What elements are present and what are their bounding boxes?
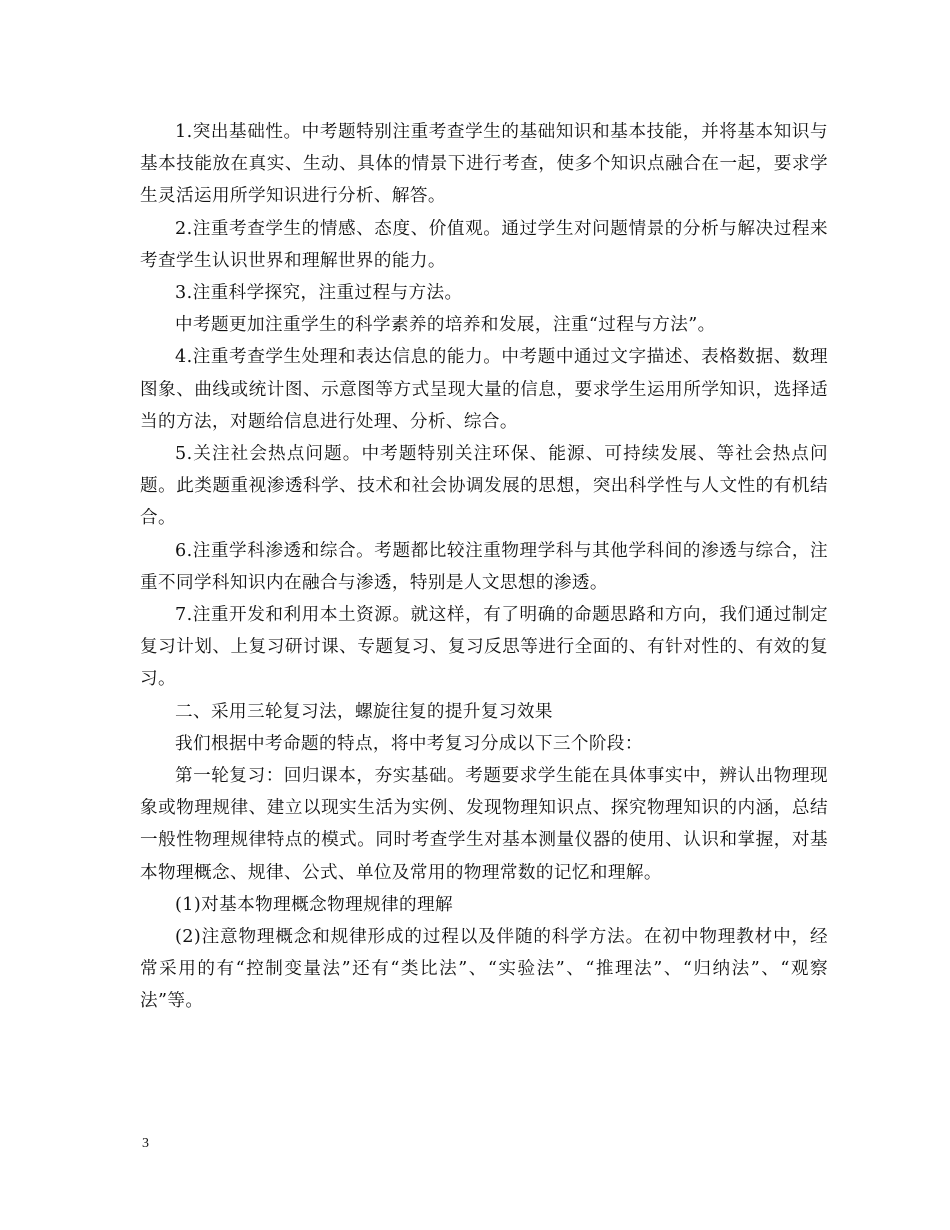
- page-number: 3: [142, 1136, 149, 1151]
- paragraph-first-round: 第一轮复习：回归课本，夯实基础。考题要求学生能在具体事实中，辨认出物理现象或物理规律、建立以现实生活为实例、发现物理知识点、探究物理知识的内涵，总结一般性物理规律特点的模式。同时考查学生对基本测量仪器的使用、认识和掌握，对基本物理概念、规律、公式、单位及常用的物理常数的记忆和理解。: [140, 766, 828, 883]
- section-heading-two: 二、采用三轮复习法，螺旋往复的提升复习效果: [175, 701, 553, 722]
- paragraph-point-6: 6.注重学科渗透和综合。考题都比较注重物理学科与其他学科间的渗透与综合，注重不同学科知识内在融合与渗透，特别是人文思想的渗透。: [140, 540, 828, 593]
- paragraph-item-2: (2)注意物理概念和规律形成的过程以及伴随的科学方法。在初中物理教材中，经常采用的有“控制变量法”还有“类比法”、“实验法”、“推理法”、“归纳法”、“观察法”等。: [140, 927, 828, 1012]
- paragraph-stages-intro: 我们根据中考命题的特点，将中考复习分成以下三个阶段：: [175, 733, 643, 754]
- paragraph-point-3: 3.注重科学探究，注重过程与方法。: [175, 283, 463, 304]
- document-body: [140, 116, 828, 1018]
- paragraph-point-4: 4.注重考查学生处理和表达信息的能力。中考题中通过文字描述、表格数据、数理图象、曲线或统计图、示意图等方式呈现大量的信息，要求学生运用所学知识，选择适当的方法，对题给信息进行处理、分析、综合。: [140, 347, 828, 432]
- paragraph-point-1: 1.突出基础性。中考题特别注重考查学生的基础知识和基本技能，并将基本知识与基本技能放在真实、生动、具体的情景下进行考查，使多个知识点融合在一起，要求学生灵活运用所学知识进行分析、解答。: [140, 122, 828, 207]
- paragraph-point-5: 5.关注社会热点问题。中考题特别关注环保、能源、可持续发展、等社会热点问题。此类题重视渗透科学、技术和社会协调发展的思想，突出科学性与人文性的有机结合。: [140, 444, 828, 529]
- paragraph-point-7: 7.注重开发和利用本土资源。就这样，有了明确的命题思路和方向，我们通过制定复习计划、上复习研讨课、专题复习、复习反思等进行全面的、有针对性的、有效的复习。: [140, 605, 828, 690]
- paragraph-item-1: (1)对基本物理概念物理规律的理解: [175, 894, 454, 915]
- paragraph-point-3-detail: 中考题更加注重学生的科学素养的培养和发展，注重“过程与方法”。: [175, 315, 716, 336]
- paragraph-point-2: 2.注重考查学生的情感、态度、价值观。通过学生对问题情景的分析与解决过程来考查学生认识世界和理解世界的能力。: [140, 218, 828, 271]
